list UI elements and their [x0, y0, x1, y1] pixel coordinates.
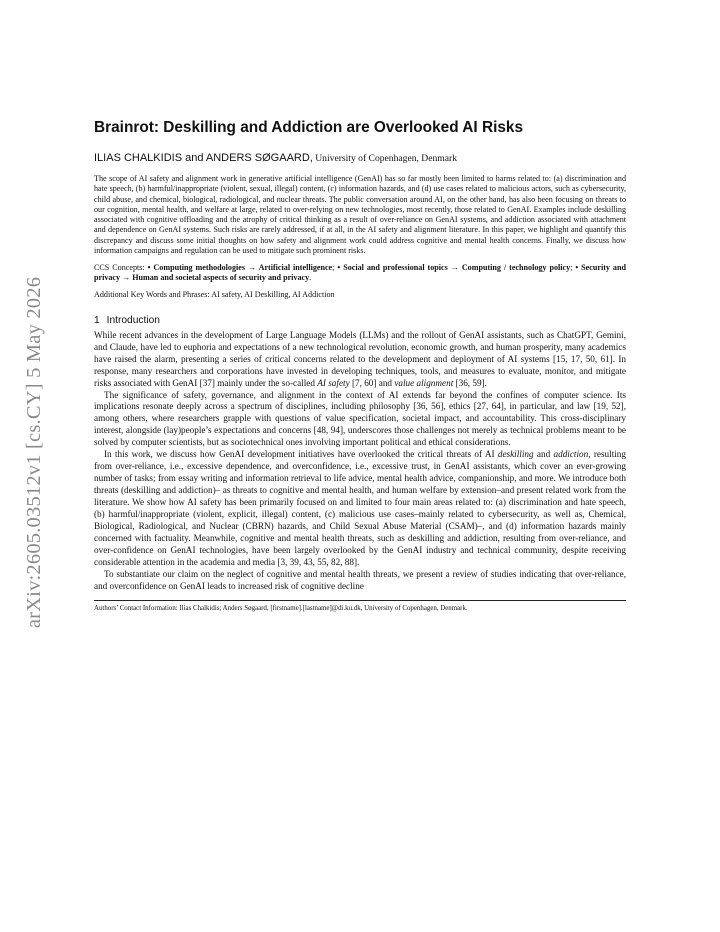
- paragraph-1-mid: [7, 60] and: [349, 377, 395, 388]
- ccs-concepts: [94, 263, 626, 284]
- term-ai-safety: AI safety: [317, 377, 350, 388]
- author-affiliation: University of Copenhagen, Denmark: [312, 153, 457, 164]
- paragraph-3-rest: , resulting from over-reliance, i.e., excessive dependence, and overconfidence, i.e., excessive trust, in GenAI assistants, which cover an ever-growing number of tasks; from essay writing and information retrieval to life advice, mental health advice, companionship, and more. We introduce both threats (deskilling and addiction)– as threats to cognitive and mental health, and human welfare by extension–and present related work from the literature. We show how AI safety has been primarily focused on and limited to four main areas related to: (a) discrimination and hate speech, (b) harmful/inappropriate (violent, explicit, illegal) content, (c) malicious use cases–mainly related to cybersecurity, as well as, Chemical, Biological, Radiological, and Nuclear (CBRN) hazards, and Child Sexual Abuse Material (CSAM)–, and (d) information hazards mainly concerned with factuality. Meanwhile, cognitive and mental health threats, such as deskilling and addiction, resulting from over-reliance, and over-confidence on GenAI technologies, have been largely overlooked by the GenAI industry and technical community, despite receiving considerable attention in the academia and media [3, 39, 43, 55, 82, 88].: [94, 449, 626, 567]
- author-line: [94, 151, 626, 166]
- ccs-end: .: [309, 273, 312, 283]
- section-body: [94, 330, 626, 593]
- arxiv-side-stamp: [17, 262, 53, 642]
- abstract: The scope of AI safety and alignment work in generative artificial intelligence (GenAI) has so far mostly been limited to harms related to: (a) discrimination and hate speech, (b) harmful/inappropriate (violent, sexual, illegal) content, (c) information hazards, and (d) use cases related to malicious actors, such as cybersecurity, child abuse, and chemical, biological, radiological, and nuclear threats. The public conversation around AI, on the other hand, has also been focusing on threats to our cognition, mental health, and welfare at large, related to over-relying on new technologies, most recently, those related to GenAI. Examples include deskilling associated with cognitive offloading and the atrophy of critical thinking as a result of over-reliance on GenAI systems, and addiction associated with attachment and dependence on GenAI systems. Such risks are rarely addressed, if at all, in the AI safety and alignment literature. In this paper, we highlight and quantify this discrepancy and discuss some initial thoughts on how safety and alignment work could address cognitive and mental health concerns. Finally, we discuss how information campaigns and regulation can be used to mitigate such prominent risks.: [94, 174, 626, 255]
- term-deskilling: deskilling: [497, 449, 534, 460]
- ccs-separator-1: ;: [332, 263, 338, 272]
- section-heading: [94, 314, 626, 327]
- paragraph-2: The significance of safety, governance, and alignment in the context of AI extends far beyond the confines of computer science. Its implications resonate deeply across a spectrum of disciplines, including philosophy [36, 56], ethics [27, 64], in particular, and law [19, 52], among others, where researchers grapple with questions of value specification, societal impact, and accountability. This cross-disciplinary interest, alongside (lay)people’s expectations and concerns [48, 94], underscores those challenges not merely as technical problems meant to be solved by computer scientists, but as sociotechnical ones involving important political and ethical considerations.: [94, 389, 626, 448]
- ccs-separator-2: ;: [570, 263, 576, 272]
- paragraph-3-and: and: [533, 449, 554, 460]
- ccs-concept-2: • Social and professional topics → Computing / technology policy: [337, 263, 571, 272]
- term-addiction: addiction: [553, 449, 589, 460]
- paragraph-4: To substantiate our claim on the neglect of cognitive and mental health threats, we present a review of studies indicating that over-reliance, and overconfidence on GenAI leads to increased risk of cognitive decline: [94, 568, 626, 591]
- section-title: Introduction: [106, 314, 160, 326]
- ccs-concept-1: • Computing methodologies → Artificial intelligence: [147, 263, 333, 272]
- footnote-divider: [94, 600, 626, 601]
- paper-page: [94, 118, 626, 613]
- term-value-alignment: value alignment: [394, 377, 454, 388]
- paragraph-1-text: While recent advances in the development of Large Language Models (LLMs) and the rollout of GenAI assistants, such as ChatGPT, Gemini, and Claude, have led to euphoria and expectations of a new technological revolution, economic growth, and human prosperity, many academics have raised the alarm, presenting a series of critical concerns related to the development and deployment of AI systems [15, 17, 50, 61]. In response, many researchers and corporations have invested in developing techniques, tools, and measures to evaluate, monitor, and mitigate risks associated with GenAI [37] mainly under the so-called: [94, 329, 626, 388]
- keywords: Additional Key Words and Phrases: AI safety, AI Deskilling, AI Addiction: [94, 289, 335, 299]
- paragraph-3-start: In this work, we discuss how GenAI development initiatives have overlooked the critical threats of AI: [104, 449, 498, 460]
- author-names: ILIAS CHALKIDIS and ANDERS SØGAARD,: [94, 152, 313, 164]
- author-contact-footnote: Authors’ Contact Information: Ilias Chalkidis; Anders Søgaard, [firstname].[lastname]@di.ku.dk, University of Copenhagen, Denmark.: [94, 604, 468, 612]
- paper-title: Brainrot: Deskilling and Addiction are Overlooked AI Risks: [94, 119, 524, 136]
- paragraph-1-end: [36, 59].: [453, 377, 487, 388]
- ccs-label: CCS Concepts:: [94, 263, 148, 272]
- section-number: 1: [94, 314, 100, 326]
- ccs-concept-3: • Security and privacy → Human and societal aspects of security and privacy: [94, 263, 626, 283]
- paragraph-3: [94, 449, 626, 569]
- paragraph-1: [94, 330, 626, 390]
- arxiv-identifier: arXiv:2605.03512v1 [cs.CY] 5 May 2026: [23, 276, 46, 628]
